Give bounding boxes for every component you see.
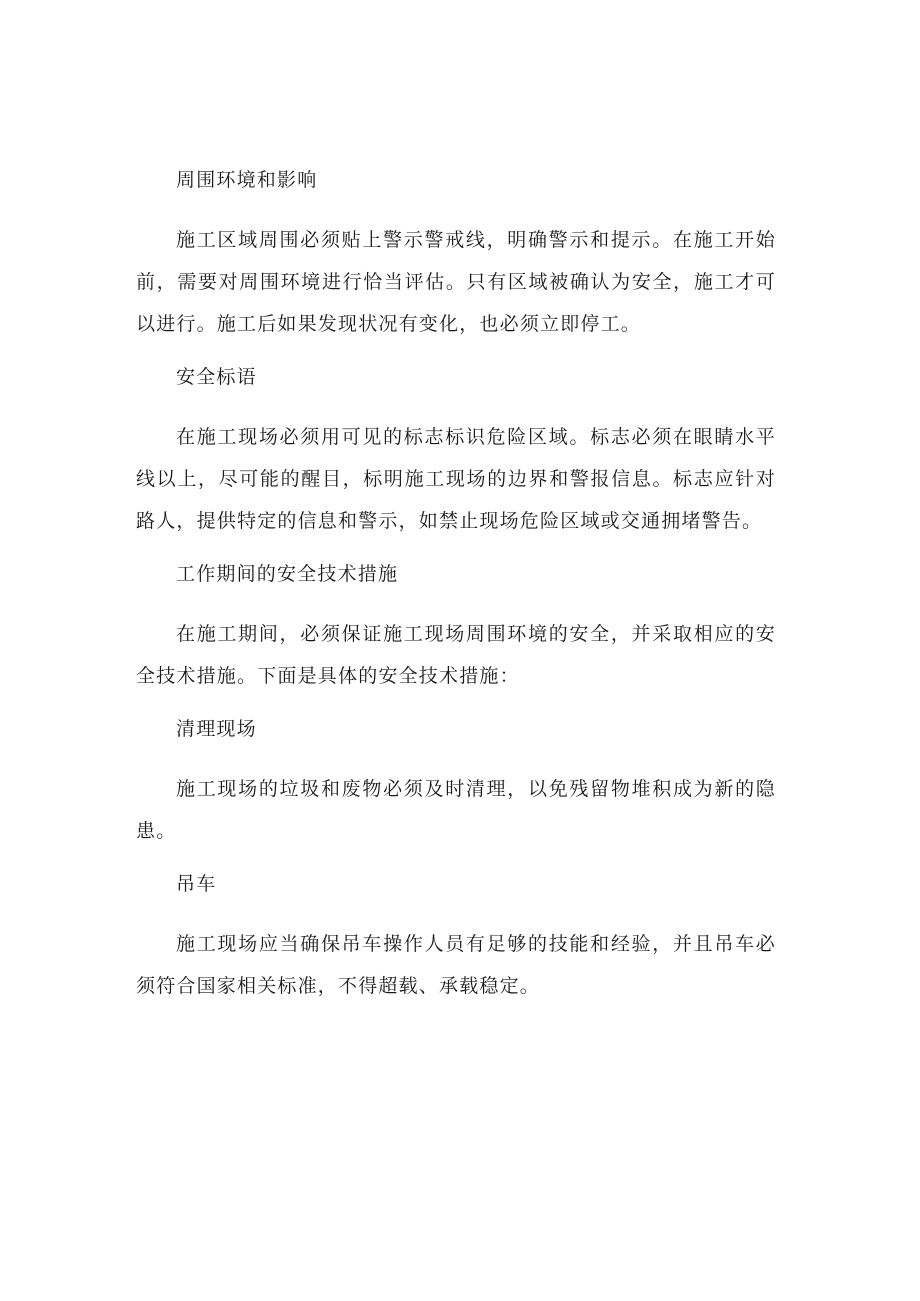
section-heading-crane: 吊车	[176, 873, 217, 895]
section-paragraph-surroundings: 施工区域周围必须贴上警示警戒线，明确警示和提示。在施工开始前，需要对周围环境进行恰当评估。只有区域被确认为安全，施工才可以进行。施工后如果发现状况有变化，也必须立即停工。	[136, 229, 776, 335]
section-heading-safety-signs: 安全标语	[176, 366, 257, 388]
section-paragraph-site-cleanup: 施工现场的垃圾和废物必须及时清理，以免残留物堆积成为新的隐患。	[136, 778, 776, 842]
section-paragraph-safety-signs: 在施工现场必须用可见的标志标识危险区域。标志必须在眼睛水平线以上，尽可能的醒目，标明施工现场的边界和警报信息。标志应针对路人，提供特定的信息和警示，如禁止现场危险区域或交通拥堵警告。	[136, 426, 776, 532]
section-heading-work-period-measures: 工作期间的安全技术措施	[176, 563, 399, 585]
section-paragraph-work-period-measures: 在施工期间，必须保证施工现场周围环境的安全，并采取相应的安全技术措施。下面是具体的安全技术措施：	[136, 623, 776, 687]
section-heading-site-cleanup: 清理现场	[176, 718, 257, 740]
section-heading-surroundings: 周围环境和影响	[176, 169, 318, 191]
section-paragraph-crane: 施工现场应当确保吊车操作人员有足够的技能和经验，并且吊车必须符合国家相关标准，不得超载、承载稳定。	[136, 933, 776, 997]
document-body	[136, 160, 776, 1019]
